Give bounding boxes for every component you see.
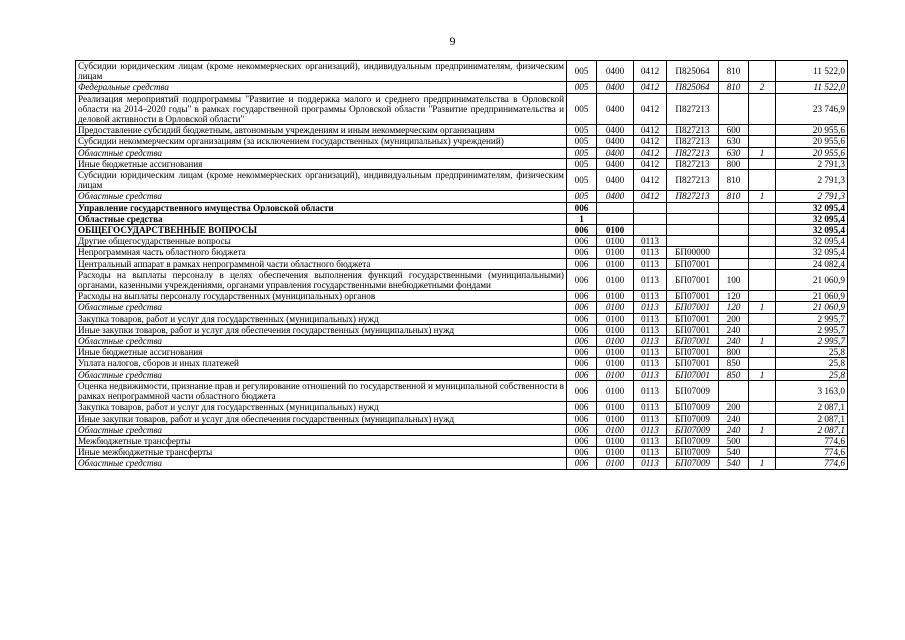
- row-amount-cell: 23 746,9: [776, 93, 848, 125]
- row-ministry-code-cell: 006: [567, 258, 597, 269]
- row-subsection-code-cell: 0412: [634, 158, 667, 169]
- table-row: [76, 347, 848, 358]
- row-section-code-cell: 0100: [597, 458, 634, 469]
- row-expense-type-cell: [719, 93, 749, 125]
- row-section-code-cell: 0400: [597, 170, 634, 191]
- table-row: [76, 358, 848, 369]
- row-subsection-code-cell: [634, 202, 667, 213]
- row-subsection-code-cell: 0113: [634, 336, 667, 347]
- row-ministry-code-cell: 006: [567, 202, 597, 213]
- row-section-code-cell: 0400: [597, 191, 634, 202]
- row-target-article-cell: П827213: [667, 158, 719, 169]
- row-subsection-code-cell: 0412: [634, 170, 667, 191]
- row-amount-cell: 21 060,9: [776, 302, 848, 313]
- row-expense-type-cell: 810: [719, 170, 749, 191]
- row-ministry-code-cell: 1: [567, 213, 597, 224]
- row-name-cell: Непрограммная часть областного бюджета: [76, 247, 567, 258]
- row-amount-cell: 774,6: [776, 447, 848, 458]
- row-funding-source-cell: [749, 347, 776, 358]
- row-target-article-cell: П827213: [667, 136, 719, 147]
- row-ministry-code-cell: 005: [567, 93, 597, 125]
- row-name-cell: Субсидии юридическим лицам (кроме некоммерческих организаций), индивидуальным предпринимателям, физическим лицам: [76, 170, 567, 191]
- table-row: [76, 447, 848, 458]
- row-expense-type-cell: 240: [719, 336, 749, 347]
- row-target-article-cell: БП00000: [667, 247, 719, 258]
- row-amount-cell: 20 955,6: [776, 125, 848, 136]
- row-expense-type-cell: 600: [719, 125, 749, 136]
- row-subsection-code-cell: 0412: [634, 147, 667, 158]
- row-section-code-cell: 0100: [597, 291, 634, 302]
- table-row: [76, 402, 848, 413]
- row-name-cell: Межбюджетные трансферты: [76, 435, 567, 446]
- table-row: [76, 458, 848, 469]
- row-name-cell: Областные средства: [76, 213, 567, 224]
- row-funding-source-cell: 1: [749, 369, 776, 380]
- row-ministry-code-cell: 006: [567, 435, 597, 446]
- row-target-article-cell: БП07001: [667, 269, 719, 290]
- row-amount-cell: 2 995,7: [776, 324, 848, 335]
- row-target-article-cell: БП07001: [667, 313, 719, 324]
- row-section-code-cell: 0400: [597, 147, 634, 158]
- table-row: [76, 313, 848, 324]
- row-ministry-code-cell: 006: [567, 458, 597, 469]
- row-name-cell: Расходы на выплаты персоналу в целях обеспечения выполнения функций государственными (муниципальными) органами, казенными учреждениями, органами управления государственными внебюджетными фондами: [76, 269, 567, 290]
- row-target-article-cell: БП07001: [667, 258, 719, 269]
- row-funding-source-cell: [749, 258, 776, 269]
- row-name-cell: Закупка товаров, работ и услуг для государственных (муниципальных) нужд: [76, 313, 567, 324]
- row-target-article-cell: БП07009: [667, 435, 719, 446]
- row-expense-type-cell: 200: [719, 402, 749, 413]
- row-name-cell: Областные средства: [76, 458, 567, 469]
- table-row: [76, 247, 848, 258]
- row-section-code-cell: 0100: [597, 435, 634, 446]
- row-ministry-code-cell: 006: [567, 225, 597, 236]
- row-funding-source-cell: [749, 158, 776, 169]
- row-expense-type-cell: [719, 380, 749, 401]
- row-target-article-cell: БП07001: [667, 336, 719, 347]
- table-row: [76, 369, 848, 380]
- row-expense-type-cell: 540: [719, 458, 749, 469]
- row-target-article-cell: БП07001: [667, 369, 719, 380]
- table-row: [76, 291, 848, 302]
- table-row: [76, 158, 848, 169]
- row-expense-type-cell: 120: [719, 302, 749, 313]
- row-subsection-code-cell: 0113: [634, 424, 667, 435]
- row-subsection-code-cell: 0113: [634, 269, 667, 290]
- row-name-cell: Субсидии юридическим лицам (кроме некоммерческих организаций), индивидуальным предпринимателям, физическим лицам: [76, 61, 567, 82]
- row-funding-source-cell: [749, 447, 776, 458]
- row-amount-cell: 11 522,0: [776, 61, 848, 82]
- row-target-article-cell: П827213: [667, 93, 719, 125]
- row-name-cell: Иные бюджетные ассигнования: [76, 347, 567, 358]
- row-ministry-code-cell: 005: [567, 125, 597, 136]
- row-amount-cell: 2 791,3: [776, 170, 848, 191]
- row-ministry-code-cell: 006: [567, 424, 597, 435]
- row-target-article-cell: П825064: [667, 61, 719, 82]
- row-target-article-cell: БП07009: [667, 413, 719, 424]
- row-funding-source-cell: [749, 402, 776, 413]
- row-ministry-code-cell: 006: [567, 380, 597, 401]
- row-section-code-cell: 0100: [597, 247, 634, 258]
- row-name-cell: Субсидии некоммерческим организациям (за исключением государственных (муниципальных) учреждений): [76, 136, 567, 147]
- row-target-article-cell: БП07009: [667, 424, 719, 435]
- row-funding-source-cell: 1: [749, 424, 776, 435]
- row-ministry-code-cell: 006: [567, 302, 597, 313]
- row-expense-type-cell: [719, 213, 749, 224]
- row-funding-source-cell: [749, 413, 776, 424]
- row-amount-cell: 2 995,7: [776, 336, 848, 347]
- row-amount-cell: 774,6: [776, 458, 848, 469]
- row-subsection-code-cell: 0113: [634, 313, 667, 324]
- row-section-code-cell: 0100: [597, 402, 634, 413]
- row-name-cell: Иные закупки товаров, работ и услуг для обеспечения государственных (муниципальных) нужд: [76, 324, 567, 335]
- row-name-cell: Федеральные средства: [76, 82, 567, 93]
- row-target-article-cell: БП07009: [667, 402, 719, 413]
- table-row: [76, 202, 848, 213]
- row-expense-type-cell: 630: [719, 147, 749, 158]
- row-target-article-cell: П827213: [667, 170, 719, 191]
- row-expense-type-cell: [719, 202, 749, 213]
- table-row: [76, 147, 848, 158]
- row-funding-source-cell: [749, 236, 776, 247]
- row-ministry-code-cell: 006: [567, 247, 597, 258]
- row-funding-source-cell: 1: [749, 147, 776, 158]
- row-section-code-cell: 0100: [597, 380, 634, 401]
- table-row: [76, 170, 848, 191]
- row-funding-source-cell: [749, 324, 776, 335]
- row-ministry-code-cell: 005: [567, 147, 597, 158]
- row-amount-cell: 2 087,1: [776, 413, 848, 424]
- row-funding-source-cell: [749, 313, 776, 324]
- table-row: [76, 191, 848, 202]
- table-row: [76, 61, 848, 82]
- row-amount-cell: 21 060,9: [776, 291, 848, 302]
- row-subsection-code-cell: 0412: [634, 191, 667, 202]
- row-funding-source-cell: 1: [749, 458, 776, 469]
- row-expense-type-cell: 100: [719, 269, 749, 290]
- row-amount-cell: 25,8: [776, 358, 848, 369]
- row-amount-cell: 32 095,4: [776, 236, 848, 247]
- row-subsection-code-cell: 0412: [634, 93, 667, 125]
- row-funding-source-cell: [749, 247, 776, 258]
- row-name-cell: Управление государственного имущества Орловской области: [76, 202, 567, 213]
- row-expense-type-cell: 800: [719, 158, 749, 169]
- row-subsection-code-cell: 0412: [634, 136, 667, 147]
- row-subsection-code-cell: 0113: [634, 302, 667, 313]
- row-target-article-cell: [667, 202, 719, 213]
- row-amount-cell: 21 060,9: [776, 269, 848, 290]
- row-name-cell: Областные средства: [76, 369, 567, 380]
- row-amount-cell: 11 522,0: [776, 82, 848, 93]
- row-expense-type-cell: [719, 247, 749, 258]
- row-amount-cell: 20 955,6: [776, 136, 848, 147]
- row-ministry-code-cell: 006: [567, 236, 597, 247]
- row-target-article-cell: [667, 236, 719, 247]
- row-subsection-code-cell: 0113: [634, 236, 667, 247]
- row-expense-type-cell: 200: [719, 313, 749, 324]
- page-number: 9: [449, 34, 456, 48]
- row-expense-type-cell: 800: [719, 347, 749, 358]
- row-expense-type-cell: [719, 258, 749, 269]
- row-amount-cell: 25,8: [776, 347, 848, 358]
- row-amount-cell: 774,6: [776, 435, 848, 446]
- row-ministry-code-cell: 006: [567, 313, 597, 324]
- row-name-cell: Уплата налогов, сборов и иных платежей: [76, 358, 567, 369]
- row-subsection-code-cell: 0113: [634, 324, 667, 335]
- row-funding-source-cell: [749, 170, 776, 191]
- row-funding-source-cell: 2: [749, 82, 776, 93]
- row-name-cell: Реализация мероприятий подпрограммы "Развитие и поддержка малого и среднего предпринимательства в Орловской области на 2014–2020 годы" в рамках государственной программы Орловской области "Развитие предпринимательства и деловой активности в Орловской области": [76, 93, 567, 125]
- row-amount-cell: 2 791,3: [776, 158, 848, 169]
- row-name-cell: Областные средства: [76, 191, 567, 202]
- row-amount-cell: 32 095,4: [776, 247, 848, 258]
- row-subsection-code-cell: 0113: [634, 447, 667, 458]
- row-target-article-cell: БП07001: [667, 291, 719, 302]
- row-funding-source-cell: 1: [749, 336, 776, 347]
- row-name-cell: Иные межбюджетные трансферты: [76, 447, 567, 458]
- table-row: [76, 435, 848, 446]
- row-target-article-cell: БП07001: [667, 358, 719, 369]
- row-funding-source-cell: [749, 202, 776, 213]
- row-section-code-cell: 0100: [597, 369, 634, 380]
- row-expense-type-cell: 120: [719, 291, 749, 302]
- row-funding-source-cell: [749, 213, 776, 224]
- table-row: [76, 125, 848, 136]
- table-row: [76, 93, 848, 125]
- row-expense-type-cell: 810: [719, 191, 749, 202]
- row-subsection-code-cell: 0113: [634, 347, 667, 358]
- table-row: [76, 324, 848, 335]
- row-expense-type-cell: 810: [719, 61, 749, 82]
- row-subsection-code-cell: 0113: [634, 380, 667, 401]
- row-subsection-code-cell: 0412: [634, 125, 667, 136]
- row-funding-source-cell: [749, 125, 776, 136]
- row-ministry-code-cell: 006: [567, 324, 597, 335]
- row-ministry-code-cell: 005: [567, 170, 597, 191]
- row-subsection-code-cell: 0113: [634, 435, 667, 446]
- row-section-code-cell: 0400: [597, 82, 634, 93]
- row-subsection-code-cell: 0113: [634, 369, 667, 380]
- table-row: [76, 225, 848, 236]
- row-subsection-code-cell: [634, 213, 667, 224]
- row-amount-cell: 3 163,0: [776, 380, 848, 401]
- row-target-article-cell: БП07001: [667, 302, 719, 313]
- row-amount-cell: 32 095,4: [776, 213, 848, 224]
- row-ministry-code-cell: 005: [567, 82, 597, 93]
- row-target-article-cell: БП07001: [667, 324, 719, 335]
- row-section-code-cell: 0400: [597, 125, 634, 136]
- row-funding-source-cell: [749, 225, 776, 236]
- table-row: [76, 424, 848, 435]
- row-funding-source-cell: [749, 93, 776, 125]
- row-amount-cell: 25,8: [776, 369, 848, 380]
- row-amount-cell: 2 087,1: [776, 402, 848, 413]
- row-section-code-cell: 0100: [597, 424, 634, 435]
- table-row: [76, 336, 848, 347]
- row-name-cell: Расходы на выплаты персоналу государственных (муниципальных) органов: [76, 291, 567, 302]
- row-funding-source-cell: [749, 61, 776, 82]
- row-ministry-code-cell: 006: [567, 336, 597, 347]
- row-amount-cell: 32 095,4: [776, 202, 848, 213]
- row-ministry-code-cell: 006: [567, 347, 597, 358]
- row-name-cell: Иные бюджетные ассигнования: [76, 158, 567, 169]
- row-name-cell: Оценка недвижимости, признание прав и регулирование отношений по государственной и муниципальной собственности в рамках непрограммной части областного бюджета: [76, 380, 567, 401]
- row-section-code-cell: 0100: [597, 302, 634, 313]
- row-expense-type-cell: [719, 236, 749, 247]
- row-expense-type-cell: 850: [719, 358, 749, 369]
- row-ministry-code-cell: 005: [567, 61, 597, 82]
- row-section-code-cell: 0100: [597, 236, 634, 247]
- row-funding-source-cell: 1: [749, 191, 776, 202]
- row-expense-type-cell: 810: [719, 82, 749, 93]
- row-name-cell: Другие общегосударственные вопросы: [76, 236, 567, 247]
- row-expense-type-cell: 630: [719, 136, 749, 147]
- row-ministry-code-cell: 006: [567, 402, 597, 413]
- row-name-cell: Областные средства: [76, 336, 567, 347]
- table-row: [76, 258, 848, 269]
- row-target-article-cell: БП07009: [667, 380, 719, 401]
- row-subsection-code-cell: 0412: [634, 61, 667, 82]
- table-row: [76, 213, 848, 224]
- row-target-article-cell: П825064: [667, 82, 719, 93]
- row-amount-cell: 2 995,7: [776, 313, 848, 324]
- row-amount-cell: 2 087,1: [776, 424, 848, 435]
- row-section-code-cell: 0100: [597, 225, 634, 236]
- row-ministry-code-cell: 005: [567, 191, 597, 202]
- row-expense-type-cell: [719, 225, 749, 236]
- row-funding-source-cell: [749, 435, 776, 446]
- row-section-code-cell: 0400: [597, 93, 634, 125]
- row-name-cell: Областные средства: [76, 424, 567, 435]
- row-expense-type-cell: 240: [719, 424, 749, 435]
- row-expense-type-cell: 500: [719, 435, 749, 446]
- row-subsection-code-cell: 0113: [634, 247, 667, 258]
- table-row: [76, 413, 848, 424]
- table-row: [76, 82, 848, 93]
- row-target-article-cell: П827213: [667, 191, 719, 202]
- row-section-code-cell: 0100: [597, 269, 634, 290]
- row-target-article-cell: П827213: [667, 147, 719, 158]
- row-name-cell: Закупка товаров, работ и услуг для государственных (муниципальных) нужд: [76, 402, 567, 413]
- row-target-article-cell: БП07009: [667, 447, 719, 458]
- row-name-cell: ОБЩЕГОСУДАРСТВЕННЫЕ ВОПРОСЫ: [76, 225, 567, 236]
- row-section-code-cell: [597, 213, 634, 224]
- row-amount-cell: 32 095,4: [776, 225, 848, 236]
- row-target-article-cell: БП07001: [667, 347, 719, 358]
- row-target-article-cell: П827213: [667, 125, 719, 136]
- row-expense-type-cell: 850: [719, 369, 749, 380]
- row-subsection-code-cell: 0113: [634, 258, 667, 269]
- row-ministry-code-cell: 006: [567, 413, 597, 424]
- row-ministry-code-cell: 006: [567, 269, 597, 290]
- row-section-code-cell: 0100: [597, 358, 634, 369]
- row-funding-source-cell: 1: [749, 302, 776, 313]
- row-name-cell: Областные средства: [76, 302, 567, 313]
- row-funding-source-cell: [749, 269, 776, 290]
- row-section-code-cell: [597, 202, 634, 213]
- row-section-code-cell: 0100: [597, 347, 634, 358]
- row-funding-source-cell: [749, 380, 776, 401]
- row-ministry-code-cell: 005: [567, 136, 597, 147]
- row-subsection-code-cell: 0412: [634, 82, 667, 93]
- row-name-cell: Предоставление субсидий бюджетным, автономным учреждениям и иным некоммерческим организациям: [76, 125, 567, 136]
- row-amount-cell: 24 082,4: [776, 258, 848, 269]
- row-section-code-cell: 0100: [597, 258, 634, 269]
- table-row: [76, 380, 848, 401]
- table-row: [76, 236, 848, 247]
- row-expense-type-cell: 240: [719, 324, 749, 335]
- row-ministry-code-cell: 006: [567, 358, 597, 369]
- row-name-cell: Центральный аппарат в рамках непрограммной части областного бюджета: [76, 258, 567, 269]
- row-section-code-cell: 0400: [597, 158, 634, 169]
- table-row: [76, 302, 848, 313]
- row-funding-source-cell: [749, 291, 776, 302]
- row-funding-source-cell: [749, 136, 776, 147]
- row-name-cell: Областные средства: [76, 147, 567, 158]
- row-funding-source-cell: [749, 358, 776, 369]
- row-target-article-cell: [667, 213, 719, 224]
- row-section-code-cell: 0400: [597, 136, 634, 147]
- row-ministry-code-cell: 005: [567, 158, 597, 169]
- row-expense-type-cell: 240: [719, 413, 749, 424]
- row-section-code-cell: 0100: [597, 336, 634, 347]
- row-subsection-code-cell: 0113: [634, 458, 667, 469]
- row-target-article-cell: [667, 225, 719, 236]
- row-subsection-code-cell: 0113: [634, 402, 667, 413]
- row-subsection-code-cell: 0113: [634, 413, 667, 424]
- row-subsection-code-cell: 0113: [634, 358, 667, 369]
- row-amount-cell: 20 955,6: [776, 147, 848, 158]
- row-ministry-code-cell: 006: [567, 447, 597, 458]
- row-name-cell: Иные закупки товаров, работ и услуг для обеспечения государственных (муниципальных) нужд: [76, 413, 567, 424]
- row-section-code-cell: 0100: [597, 447, 634, 458]
- budget-table-body: [76, 61, 848, 470]
- budget-table: [75, 60, 848, 470]
- row-subsection-code-cell: [634, 225, 667, 236]
- row-ministry-code-cell: 006: [567, 369, 597, 380]
- row-section-code-cell: 0400: [597, 61, 634, 82]
- row-section-code-cell: 0100: [597, 324, 634, 335]
- row-ministry-code-cell: 006: [567, 291, 597, 302]
- table-row: [76, 136, 848, 147]
- table-row: [76, 269, 848, 290]
- row-expense-type-cell: 540: [719, 447, 749, 458]
- row-section-code-cell: 0100: [597, 313, 634, 324]
- row-subsection-code-cell: 0113: [634, 291, 667, 302]
- row-amount-cell: 2 791,3: [776, 191, 848, 202]
- row-section-code-cell: 0100: [597, 413, 634, 424]
- row-target-article-cell: БП07009: [667, 458, 719, 469]
